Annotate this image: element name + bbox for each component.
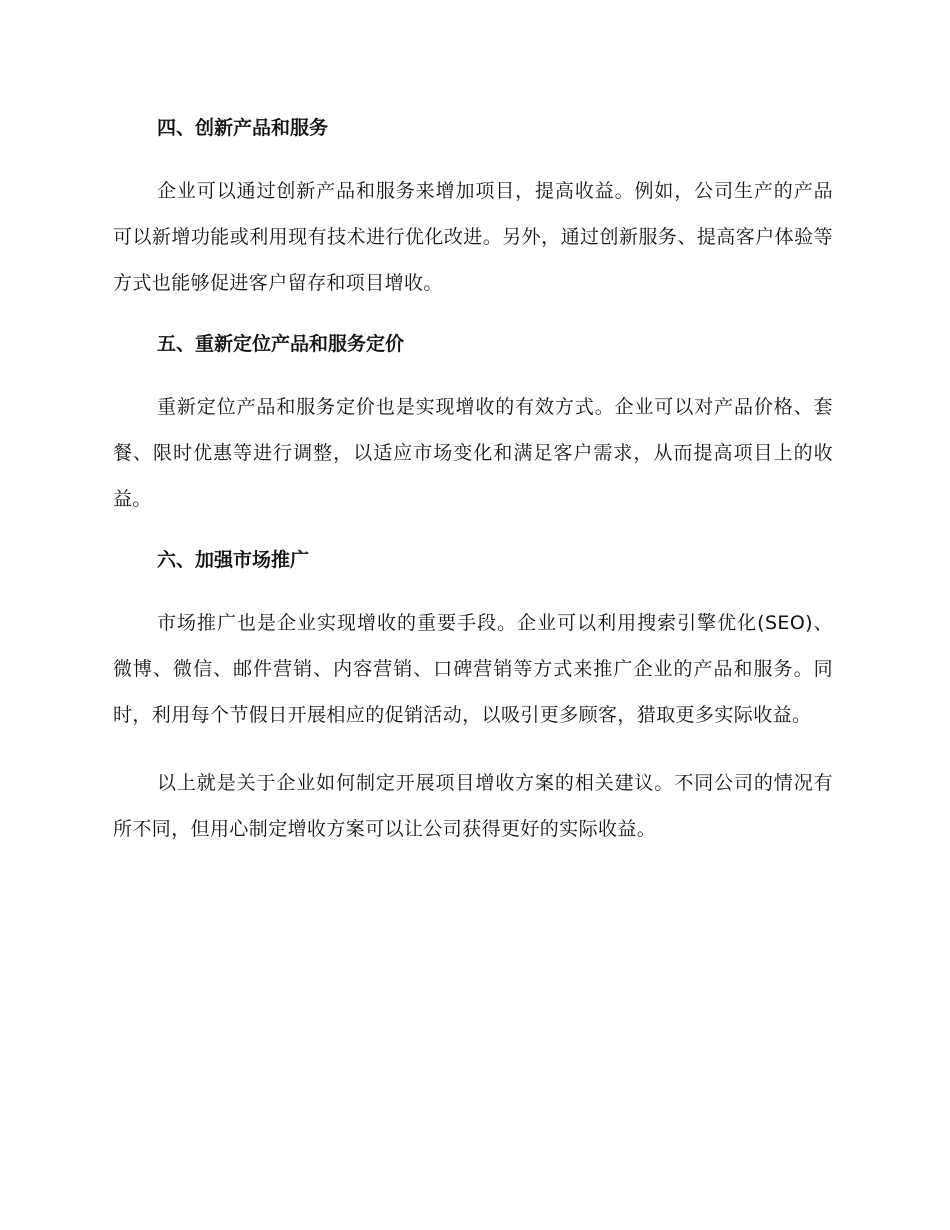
- section-heading-marketing: 六、加强市场推广: [157, 549, 310, 571]
- document-content: [113, 112, 833, 852]
- section-heading-innovation: 四、创新产品和服务: [157, 117, 329, 139]
- section-paragraph-innovation: 企业可以通过创新产品和服务来增加项目，提高收益。例如，公司生产的产品可以新增功能或利用现有技术进行优化改进。另外，通过创新服务、提高客户体验等方式也能够促进客户留存和项目增收。: [113, 180, 833, 294]
- section-heading-pricing: 五、重新定位产品和服务定价: [157, 333, 405, 355]
- conclusion-paragraph: 以上就是关于企业如何制定开展项目增收方案的相关建议。不同公司的情况有所不同，但用心制定增收方案可以让公司获得更好的实际收益。: [113, 772, 833, 840]
- section-paragraph-pricing: 重新定位产品和服务定价也是实现增收的有效方式。企业可以对产品价格、套餐、限时优惠等进行调整，以适应市场变化和满足客户需求，从而提高项目上的收益。: [113, 396, 833, 510]
- section-paragraph-marketing: 市场推广也是企业实现增收的重要手段。企业可以利用搜索引擎优化(SEO)、微博、微信、邮件营销、内容营销、口碑营销等方式来推广企业的产品和服务。同时，利用每个节假日开展相应的促销活动，以吸引更多顾客，猎取更多实际收益。: [113, 612, 833, 726]
